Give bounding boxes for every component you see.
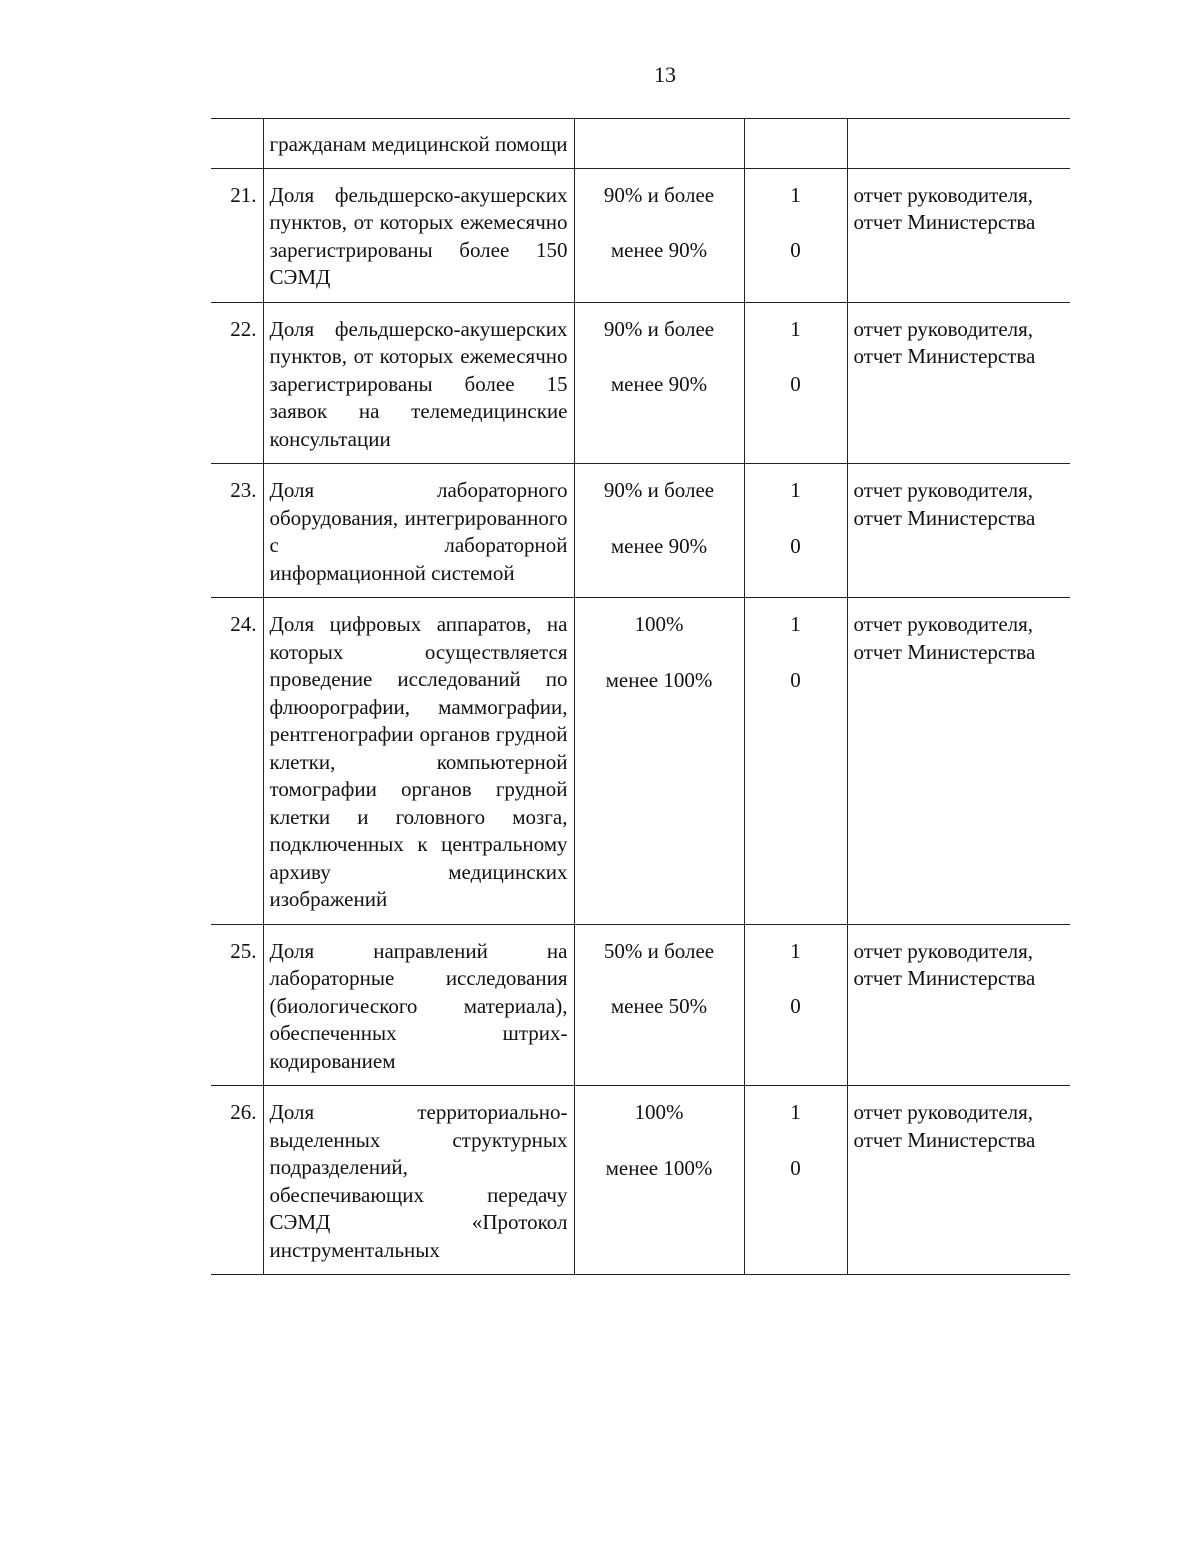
cell-value [574,924,744,1086]
score-value: 1 [790,182,801,207]
indicator-name-text: Доля территориально-выделенных структурных подразделений, обеспечивающих передачу СЭМД «Протокол инструментальных [269,1100,568,1262]
threshold-value: менее 50% [610,994,708,1018]
cell-indicator-name [263,598,574,925]
cell-indicator-name [263,119,574,169]
table-row [211,1086,1070,1275]
table-row [211,598,1070,925]
table-row-continuation [211,119,1070,169]
score-value: 0 [790,994,801,1018]
score-value: 1 [790,1100,801,1124]
cell-indicator-name [263,924,574,1086]
cell-value [574,168,744,302]
cell-number [211,924,263,1086]
cell-number [211,598,263,925]
threshold-value: 100% [634,612,684,636]
indicator-name-text: Доля направлений на лабораторные исследования (биологического материала), обеспеченных штрих-кодированием [269,938,568,1073]
indicator-name-text: гражданам медицинской помощи [269,132,568,156]
threshold-value: 90% и более [603,316,715,341]
indicator-name-text: Доля фельдшерско-акушерских пунктов, от которых ежемесячно зарегистрированы более 150 СЭМД [269,182,568,289]
cell-number [211,1086,263,1275]
cell-source [847,598,1070,925]
table-row [211,168,1070,302]
cell-score [744,302,847,464]
threshold-value: 90% и более [603,182,715,207]
cell-score [744,598,847,925]
source-text: отчет руководителя, отчет Министерства [853,612,1036,664]
cell-value [574,598,744,925]
cell-indicator-name [263,302,574,464]
table-row [211,464,1070,598]
score-value: 0 [790,238,801,262]
cell-value [574,302,744,464]
cell-value [574,464,744,598]
score-value: 0 [790,667,801,692]
indicator-name-text: Доля фельдшерско-акушерских пунктов, от которых ежемесячно зарегистрированы более 15 заявок на телемедицинские консультации [269,316,568,451]
cell-source [847,119,1070,169]
threshold-value: менее 90% [610,533,708,558]
table-body [211,119,1070,1275]
cell-indicator-name [263,1086,574,1275]
score-value: 1 [790,316,801,341]
cell-value [574,119,744,169]
source-text: отчет руководителя, отчет Министерства [853,1100,1036,1152]
cell-score [744,168,847,302]
row-number: 26. [230,1100,257,1124]
row-number: 22. [230,316,257,341]
indicator-name-text: Доля лабораторного оборудования, интегрированного с лабораторной информационной системой [269,478,568,585]
cell-indicator-name [263,464,574,598]
cell-number [211,464,263,598]
row-number: 23. [230,478,257,502]
threshold-value: менее 100% [605,667,713,692]
row-number: 21. [230,182,257,207]
threshold-value: 90% и более [603,478,715,502]
score-value: 0 [790,533,801,558]
source-text: отчет руководителя, отчет Министерства [853,478,1036,530]
cell-number [211,168,263,302]
score-value: 0 [790,1155,801,1180]
cell-score [744,924,847,1086]
cell-number [211,302,263,464]
threshold-value: 100% [634,1100,684,1124]
cell-source [847,302,1070,464]
cell-indicator-name [263,168,574,302]
cell-source [847,464,1070,598]
cell-score [744,1086,847,1275]
cell-source [847,924,1070,1086]
score-value: 1 [790,612,801,636]
score-value: 0 [790,372,801,396]
threshold-value: менее 90% [610,238,708,262]
table-row [211,302,1070,464]
threshold-value: менее 100% [605,1155,713,1180]
page-number: 13 [654,62,676,87]
source-text: отчет руководителя, отчет Министерства [853,938,1036,990]
cell-source [847,168,1070,302]
cell-score [744,119,847,169]
row-number: 25. [230,938,257,963]
table-row [211,924,1070,1086]
indicator-name-text: Доля цифровых аппаратов, на которых осуществляется проведение исследований по флюорографии, маммографии, рентгенографии органов грудной клетки, компьютерной томографии органов грудной клетки и головного мозга, подключенных к центральному архиву медицинских изображений [269,612,568,911]
cell-value [574,1086,744,1275]
score-value: 1 [790,478,801,502]
row-number: 24. [230,612,257,636]
cell-source [847,1086,1070,1275]
cell-number [211,119,263,169]
threshold-value: 50% и более [603,938,715,963]
score-value: 1 [790,938,801,963]
source-text: отчет руководителя, отчет Министерства [853,316,1036,368]
cell-score [744,464,847,598]
threshold-value: менее 90% [610,372,708,396]
source-text: отчет руководителя, отчет Министерства [853,182,1036,234]
indicators-table [211,118,1070,1275]
